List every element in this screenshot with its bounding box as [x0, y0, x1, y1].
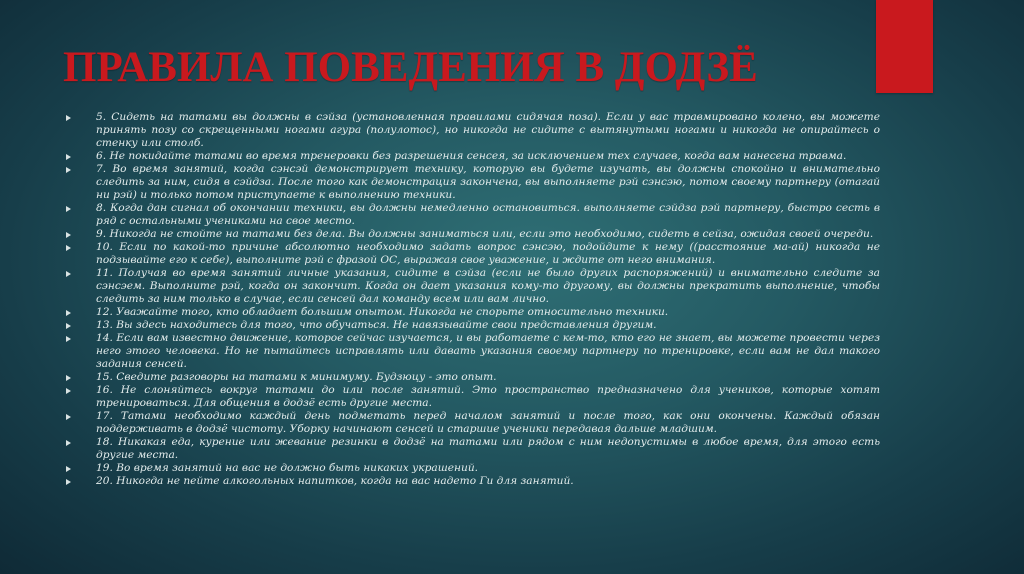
- triangle-right-icon: [66, 310, 71, 316]
- triangle-right-icon: [66, 440, 71, 446]
- triangle-right-icon: [66, 336, 71, 342]
- rule-text: 9. Никогда не стойте на татами без дела. Вы должны заниматься или, если это необходимо, сидеть в сейза, ожидая своей очереди.: [96, 228, 874, 240]
- rule-text: 20. Никогда не пейте алкогольных напитков, когда на вас надето Ги для занятий.: [96, 475, 574, 487]
- rule-item: [65, 306, 880, 319]
- rule-item: [65, 241, 880, 267]
- triangle-right-icon: [66, 323, 71, 329]
- rule-text: 11. Получая во время занятий личные указания, сидите в сэйза (если не было других распоряжений) и внимательно следите за сэнсэем. Выполните рэй, когда он закончит. Когда он дает указания кому-то другому, вы должны прекратить выполнение, чтобы следить за ним только в случае, если сенсей дал команду всем или вам лично.: [96, 267, 880, 305]
- rule-item: [65, 332, 880, 371]
- rules-list: [65, 111, 880, 488]
- rule-item: [65, 371, 880, 384]
- triangle-right-icon: [66, 414, 71, 420]
- triangle-right-icon: [66, 232, 71, 238]
- accent-bar: [876, 0, 933, 93]
- triangle-right-icon: [66, 388, 71, 394]
- triangle-right-icon: [66, 167, 71, 173]
- rule-text: 8. Когда дан сигнал об окончании техники, вы должны немедленно остановиться. выполняете сэйдза рэй партнеру, быстро сесть в ряд с остальными учениками на свое место.: [96, 202, 880, 227]
- rule-item: [65, 462, 880, 475]
- rule-text: 10. Если по какой-то причине абсолютно необходимо задать вопрос сэнсэю, подойдите к нему ((расстояние ма-ай) никогда не подзывайте его к себе), выполните рэй с фразой ОС, выражая свое уважение, и ждите от него внимания.: [96, 241, 880, 266]
- rule-text: 6. Не покидайте татами во время тренеровки без разрешения сенсея, за исключением тех случаев, когда вам нанесена травма.: [96, 150, 847, 162]
- rule-item: [65, 267, 880, 306]
- rule-text: 13. Вы здесь находитесь для того, что обучаться. Не навязывайте свои представления другим.: [96, 319, 657, 331]
- triangle-right-icon: [66, 245, 71, 251]
- rule-item: [65, 410, 880, 436]
- rule-item: [65, 163, 880, 202]
- triangle-right-icon: [66, 271, 71, 277]
- rule-text: 15. Сведите разговоры на татами к минимуму. Будзюцу - это опыт.: [96, 371, 497, 383]
- rule-text: 18. Никакая еда, курение или жевание резинки в додзё на татами или рядом с ним недопустимы в любое время, для этого есть другие места.: [96, 436, 880, 461]
- rule-item: [65, 228, 880, 241]
- rule-item: [65, 111, 880, 150]
- rule-item: [65, 475, 880, 488]
- triangle-right-icon: [66, 375, 71, 381]
- rule-item: [65, 319, 880, 332]
- rule-item: [65, 436, 880, 462]
- rule-text: 17. Татами необходимо каждый день подметать перед началом занятий и после того, как они окончены. Каждый обязан поддерживать в додзё чистоту. Уборку начинают сенсей и старшие ученики передавая дальше младшим.: [96, 410, 880, 435]
- slide-title: ПРАВИЛА ПОВЕДЕНИЯ В ДОДЗЁ: [63, 44, 758, 91]
- rule-item: [65, 202, 880, 228]
- triangle-right-icon: [66, 154, 71, 160]
- rule-item: [65, 384, 880, 410]
- triangle-right-icon: [66, 479, 71, 485]
- rule-text: 19. Во время занятий на вас не должно быть никаких украшений.: [96, 462, 479, 474]
- rule-text: 7. Во время занятий, когда сэнсэй демонстрирует технику, которую вы будете изучать, вы должны спокойно и внимательно следить за ним, сидя в сэйдза. После того как демонстрация закончена, вы выполняете рэй сэнсэю, потом своему партнеру (отагай ни рэй) и только потом приступаете к выполнению техники.: [96, 163, 880, 201]
- rule-text: 16. Не слоняйтесь вокруг татами до или после занятий. Это пространство предназначено для учеников, которые хотят тренироваться. Для общения в додзё есть другие места.: [96, 384, 880, 409]
- rule-text: 12. Уважайте того, кто обладает большим опытом. Никогда не спорьте относительно техники.: [96, 306, 669, 318]
- triangle-right-icon: [66, 466, 71, 472]
- triangle-right-icon: [66, 115, 71, 121]
- triangle-right-icon: [66, 206, 71, 212]
- rule-text: 14. Если вам известно движение, которое сейчас изучается, и вы работаете с кем-то, кто его не знает, вы можете провести через него этого человека. Но не пытайтесь исправлять или давать указания своему партнеру по тренировке, если вам не дал такого задания сенсей.: [96, 332, 880, 370]
- rule-item: [65, 150, 880, 163]
- rule-text: 5. Сидеть на татами вы должны в сэйза (установленная правилами сидячая поза). Если у вас травмировано колено, вы можете принять позу со скрещенными ногами агура (полулотос), но никогда не сидите с вытянутыми ногами и никогда не опирайтесь о стенку или столб.: [96, 111, 880, 149]
